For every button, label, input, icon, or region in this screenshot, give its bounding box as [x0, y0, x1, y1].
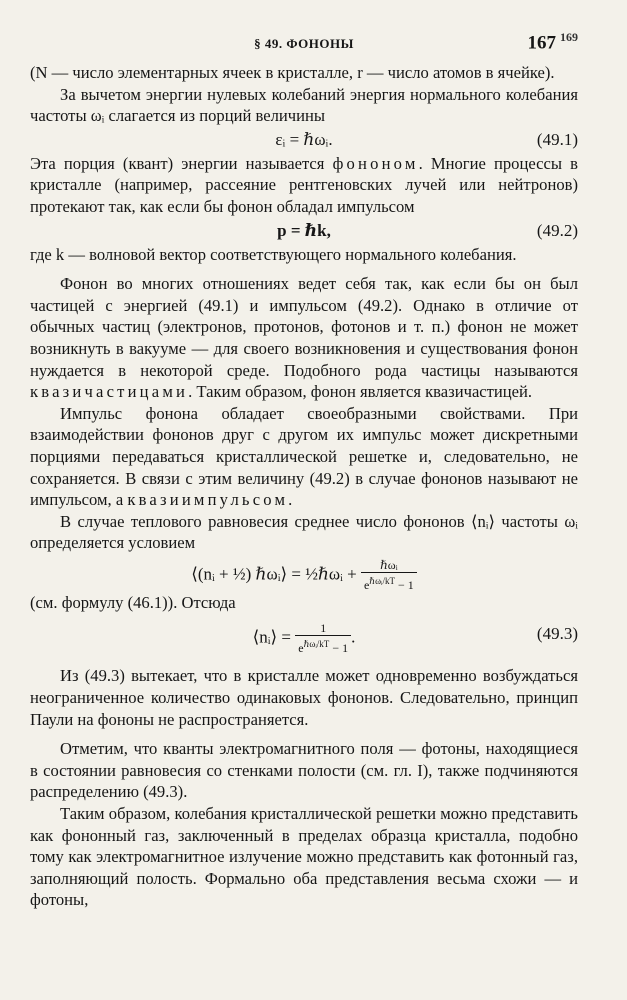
fraction: $\frac{1}{e^{\hbar\omega ᵢ/kT} - 1}$	[295, 621, 351, 656]
paragraph-3: Эта порция (квант) энергии называется фононом. Многие процессы в кристалле (например, рассеяние рентгеновских лучей или нейтронов) протекают так, как если бы фонон обладал импульсом	[30, 153, 578, 216]
term-phonon: фононом	[332, 153, 419, 173]
paragraph-4: где k — волновой вектор соответствующего нормального колебания.	[30, 244, 517, 264]
fraction: $\frac{\text{ℏωᵢ}}{e^{\hbar\omega ᵢ/kT} - 1}$	[361, 558, 417, 593]
paragraph-9: Из (49.3) вытекает, что в кристалле может одновременно возбуждаться неограниченное количество одинаковых фононов. Следовательно, принцип Паули на фононы не распространяется.	[30, 666, 578, 729]
paragraph-8: (см. формулу (46.1)). Отсюда	[30, 592, 236, 612]
equation-49-2	[30, 218, 578, 244]
bleed-through-page-number: 169	[560, 30, 578, 44]
paragraph-10: Отметим, что кванты электромагнитного поля — фотоны, находящиеся в состоянии равновесия со стенками полости (см. гл. I), также подчиняются распределению (49.3).	[30, 739, 578, 802]
equation-49-1	[30, 127, 578, 153]
paragraph-11: Таким образом, колебания кристаллической решетки можно представить как фононный газ, заключенный в пределах образца кристалла, подобно тому как электромагнитное излучение можно представить как фотонный газ, заполняющий полость. Формально оба представления весьма схожи — и фотоны,	[30, 804, 578, 910]
paragraph-1: (N — число элементарных ячеек в кристалле, r — число атомов в ячейке).	[30, 63, 555, 82]
term-quasimomentum: квазиимпульсом	[127, 490, 289, 510]
term-quasiparticles: квазичастицами	[30, 382, 189, 402]
equation-thermal-condition	[30, 554, 578, 592]
page-number: 167 $^{169}$	[527, 30, 578, 54]
equation-body: ⟨nᵢ⟩ = $\frac{1}{e^{\hbar\omega ᵢ/kT} - 1}$ .	[252, 621, 356, 656]
running-header	[30, 28, 578, 56]
paragraph-2: За вычетом энергии нулевых колебаний энергия нормального колебания частоты ωᵢ слагается из порций величины	[30, 84, 578, 126]
equation-number: (49.3)	[536, 624, 578, 644]
equation-body: p = ℏk,	[277, 220, 331, 240]
equation-number: (49.2)	[536, 220, 578, 240]
paragraph-6: Импульс фонона обладает своеобразными свойствами. При взаимодействии фононов друг с другом их импульс может дискретными порциями передаваться кристаллической решетке и, следовательно, не сохраняется. В связи с этим величину (49.2) в случае фононов называют не импульсом, а квазиимпульсом.	[30, 403, 578, 510]
paragraph-7: В случае теплового равновесия среднее число фононов ⟨nᵢ⟩ частоты ωᵢ определяется условием	[30, 511, 578, 553]
equation-body: εᵢ = ℏωᵢ.	[275, 129, 333, 149]
equation-49-3	[30, 613, 578, 657]
section-title: § 49. ФОНОНЫ	[254, 36, 354, 51]
book-page	[30, 28, 578, 911]
equation-number: (49.1)	[536, 129, 578, 149]
paragraph-5: Фонон во многих отношениях ведет себя так, как если бы он был частицей с энергией (49.1) и импульсом (49.2). Однако в отличие от обычных частиц (электронов, протонов, фотонов и т. п.) фонон не может возникнуть в вакууме — для своего возникновения и существования фонон нуждается в некоторой среде. Подобного рода частицы называются квазичастицами. Таким образом, фонон является квазичастицей.	[30, 274, 578, 402]
equation-body: ⟨(nᵢ + ½) ℏωᵢ⟩ = ½ℏωᵢ + $\frac{\text{ℏωᵢ}}{e^{\hbar\omega ᵢ/kT} - 1}$	[30, 558, 578, 593]
